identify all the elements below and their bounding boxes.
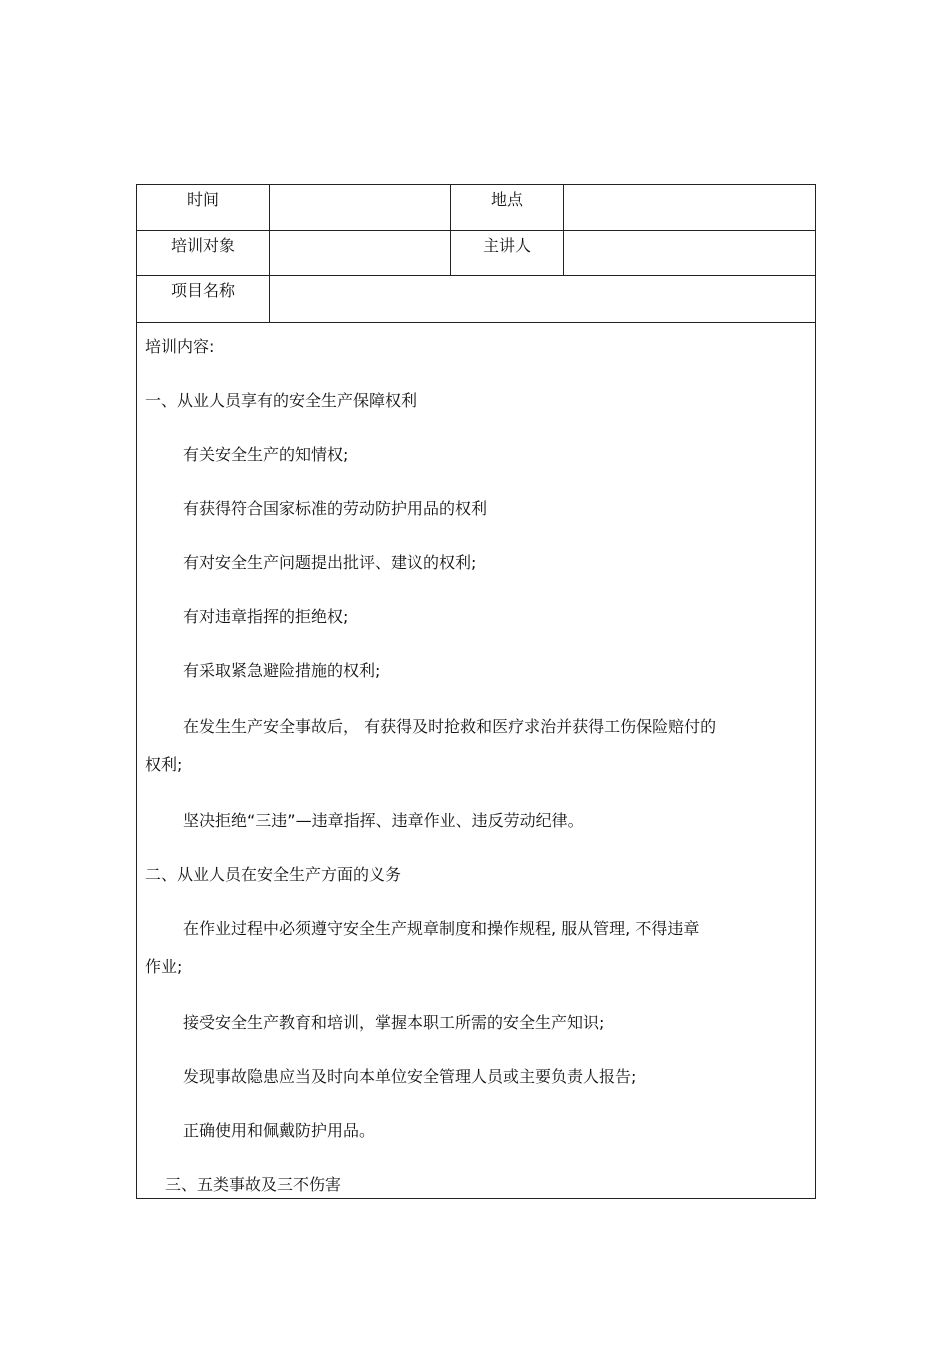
project-label: 项目名称 (137, 276, 270, 322)
list-item: 有获得符合国家标准的劳动防护用品的权利 (183, 499, 488, 518)
speaker-value-cell[interactable] (564, 231, 815, 275)
list-item: 正确使用和佩戴防护用品。 (183, 1121, 376, 1140)
section-1-title: 一、从业人员享有的安全生产保障权利 (145, 391, 418, 410)
header-row-project (137, 276, 815, 323)
list-item: 有对安全生产问题提出批评、建议的权利; (183, 553, 477, 572)
section-2-title: 二、从业人员在安全生产方面的义务 (145, 865, 402, 884)
list-item: 有关安全生产的知情权; (183, 445, 349, 464)
list-item: 有对违章指挥的拒绝权; (183, 607, 349, 626)
time-label: 时间 (137, 185, 270, 230)
project-value-cell[interactable] (270, 276, 815, 322)
header-row-time-place (137, 185, 815, 231)
speaker-label: 主讲人 (451, 231, 564, 275)
list-item: 在发生生产安全事故后， 有获得及时抢救和医疗求治并获得工伤保险赔付的 (183, 717, 717, 736)
section-3-title: 三、五类事故及三不伤害 (165, 1175, 342, 1194)
content-heading: 培训内容: (145, 337, 215, 356)
list-item: 接受安全生产教育和培训，掌握本职工所需的安全生产知识; (183, 1013, 605, 1032)
list-item-continuation: 权利; (145, 755, 183, 774)
list-item: 坚决拒绝“三违”—违章指挥、违章作业、违反劳动纪律。 (183, 811, 584, 830)
audience-value-cell[interactable] (270, 231, 451, 275)
time-value-cell[interactable] (270, 185, 451, 230)
list-item: 在作业过程中必须遵守安全生产规章制度和操作规程, 服从管理, 不得违章 (183, 919, 700, 938)
place-value-cell[interactable] (564, 185, 815, 230)
training-record-form (136, 184, 816, 1199)
list-item: 有采取紧急避险措施的权利; (183, 661, 381, 680)
audience-label: 培训对象 (137, 231, 270, 275)
list-item: 发现事故隐患应当及时向本单位安全管理人员或主要负责人报告; (183, 1067, 637, 1086)
header-row-audience-speaker (137, 231, 815, 276)
list-item-continuation: 作业; (145, 957, 183, 976)
place-label: 地点 (451, 185, 564, 230)
